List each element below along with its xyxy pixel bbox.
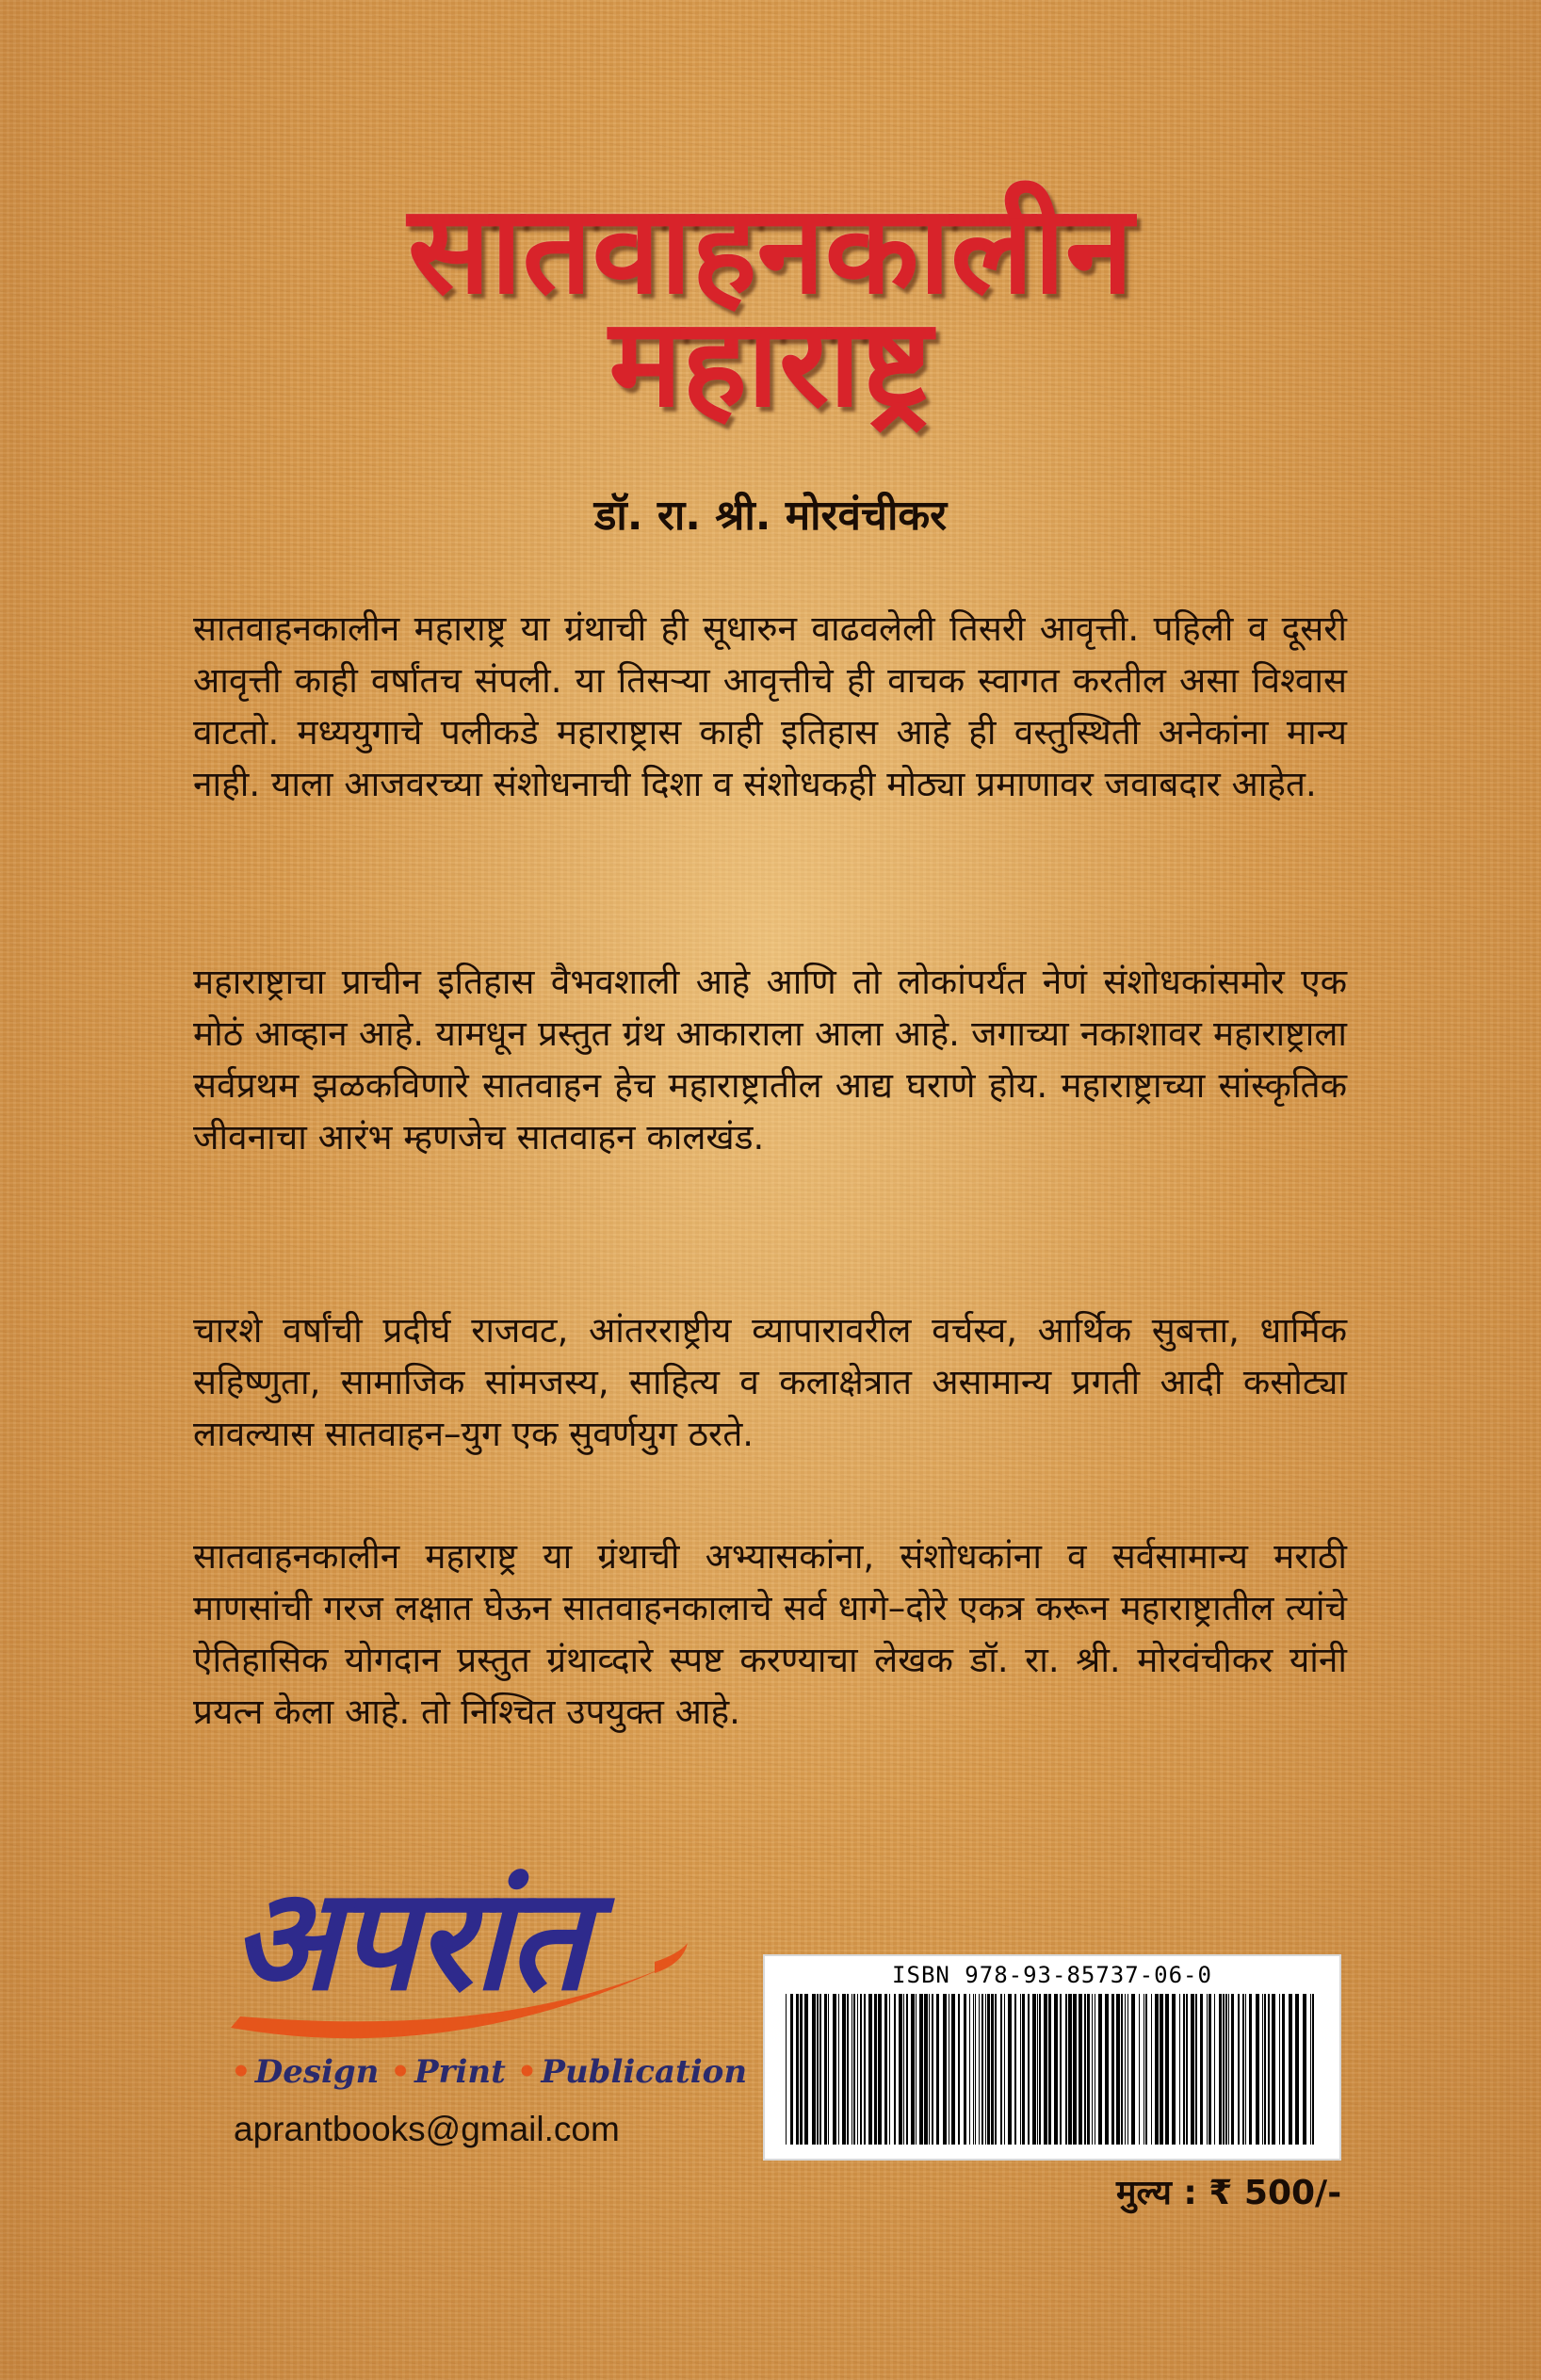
blurb-paragraph-1 [193,603,1347,810]
publisher-logo [212,1851,748,2133]
blurb-paragraph-4 [193,1530,1347,1738]
blurb-paragraph-text: सातवाहनकालीन महाराष्ट्र या ग्रंथाची ही सूधारुन वाढवलेली तिसरी आवृत्ती. पहिली व दूसरी आवृत्ती काही वर्षांतच संपली. या तिसऱ्या आवृत्तीचे ही वाचक स्वागत करतील असा विश्वास वाटतो. मध्ययुगाचे पलीकडे महाराष्ट्रास काही इतिहास आहे ही वस्तुस्थिती अनेकांना मान्य नाही. याला आजवरच्या संशोधनाची दिशा व संशोधकही मोठ्या प्रमाणावर जवाबदार आहेत. [193,608,1347,804]
isbn-barcode [763,1954,1341,2161]
publisher-logo-text: अपरांत [231,1858,587,2022]
author-name: डॉ. रा. श्री. मोरवंचीकर [593,492,948,540]
publisher-email: aprantbooks@gmail.com [234,2110,620,2148]
blurb-paragraph-text: महाराष्ट्राचा प्राचीन इतिहास वैभवशाली आहे आणि तो लोकांपर्यंत नेणं संशोधकांसमोर एक मोठं आव्हान आहे. यामधून प्रस्तुत ग्रंथ आकाराला आला आहे. जगाच्या नकाशावर महाराष्ट्राला सर्वप्रथम झळकविणारे सातवाहन हेच महाराष्ट्रातील आद्य घराणे होय. महाराष्ट्राच्या सांस्कृतिक जीवनाचा आरंभ म्हणजेच सातवाहन कालखंड. [193,962,1347,1158]
blurb-paragraph-text: चारशे वर्षांची प्रदीर्घ राजवट, आंतरराष्ट्रीय व्यापारावरील वर्चस्व, आर्थिक सुबत्ता, धार्मिक सहिष्णुता, सामाजिक सांमजस्य, साहित्य व कलाक्षेत्रात असामान्य प्रगती आदी कसोट्या लावल्यास सातवाहन–युग एक सुवर्णयुग ठरते. [193,1310,1347,1454]
barcode-icon [786,1994,1319,2145]
bullet-dot-icon: • [516,2053,538,2091]
blurb-paragraph-text: सातवाहनकालीन महाराष्ट्र या ग्रंथाची अभ्यासकांना, संशोधकांना व सर्वसामान्य मराठी माणसांची गरज लक्षात घेऊन सातवाहनकालाचे सर्व धागे–दोरे एकत्र करून महाराष्ट्रातील त्यांचे ऐतिहासिक योगदान प्रस्तुत ग्रंथाव्दारे स्पष्ट करण्याचा लेखक डॉ. रा. श्री. मोरवंचीकर यांनी प्रयत्न केला आहे. तो निश्चित उपयुक्त आहे. [193,1536,1347,1732]
bullet-dot-icon: • [390,2053,411,2091]
blurb-paragraph-2 [193,956,1347,1163]
price-label: मुल्य : ₹ 500/- [1116,2174,1342,2212]
tagline-print: Print [414,2053,506,2091]
book-title-line-2: महाराष्ट्र [608,291,933,434]
tagline-publication: Publication [541,2053,748,2091]
publisher-tagline [231,2053,747,2091]
tagline-design: Design [254,2053,380,2091]
bullet-dot-icon: • [231,2053,251,2091]
book-title-line-1: सातवाहनकालीन [407,178,1134,321]
blurb-paragraph-3 [193,1304,1347,1460]
isbn-number: ISBN 978-93-85737-06-0 [892,1962,1212,1988]
